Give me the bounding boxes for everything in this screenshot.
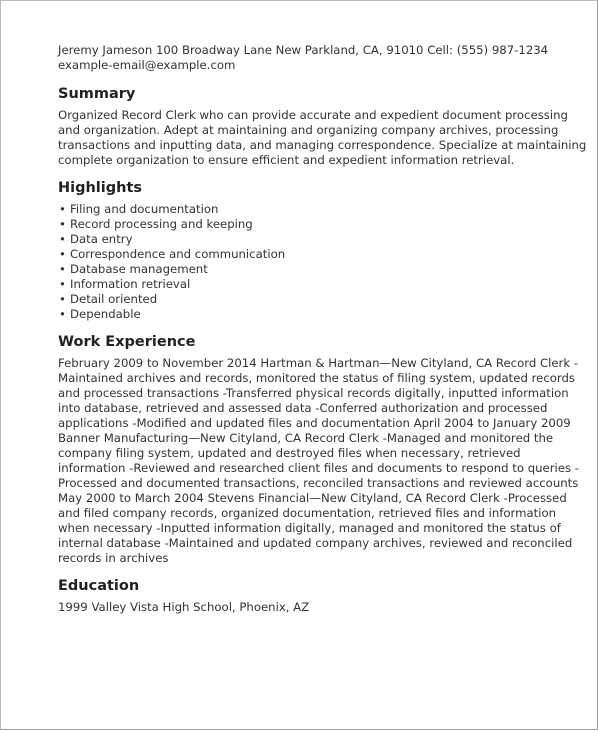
bullet-icon: • xyxy=(59,247,66,261)
bullet-icon: • xyxy=(59,202,66,216)
highlight-text: Filing and documentation xyxy=(70,202,219,216)
highlight-text: Record processing and keeping xyxy=(70,217,253,231)
summary-section xyxy=(58,85,588,168)
bullet-icon: • xyxy=(59,262,66,276)
contact-info: Jeremy Jameson 100 Broadway Lane New Parkland, CA, 91010 Cell: (555) 987-1234 example-email@example.com xyxy=(58,43,549,72)
highlight-text: Data entry xyxy=(70,232,133,246)
list-item xyxy=(58,202,588,217)
bullet-icon: • xyxy=(59,232,66,246)
list-item xyxy=(58,277,588,292)
list-item xyxy=(58,307,588,322)
bullet-icon: • xyxy=(59,307,66,321)
highlight-text: Database management xyxy=(70,262,208,276)
summary-text: Organized Record Clerk who can provide accurate and expedient document processing and organization. Adept at maintaining and organizing company archives, processing transactions and inputting data, and managing correspondence. Specialize at maintaining complete organization to ensure efficient and expedient information retrieval. xyxy=(58,108,587,167)
work-experience-heading: Work Experience xyxy=(58,334,196,350)
list-item xyxy=(58,232,588,247)
highlight-text: Correspondence and communication xyxy=(70,247,286,261)
highlights-heading: Highlights xyxy=(58,180,143,196)
bullet-icon: • xyxy=(59,292,66,306)
list-item xyxy=(58,217,588,232)
list-item xyxy=(58,262,588,277)
list-item xyxy=(58,292,588,307)
highlight-text: Information retrieval xyxy=(70,277,191,291)
education-text: 1999 Valley Vista High School, Phoenix, AZ xyxy=(58,600,310,614)
highlight-text: Detail oriented xyxy=(70,292,158,306)
work-experience-section xyxy=(58,333,588,566)
resume-content xyxy=(58,43,588,615)
work-experience-text: February 2009 to November 2014 Hartman & Hartman—New Cityland, CA Record Clerk -Maintained archives and records, monitored the status of filing system, updated records and processed transactions -Transferred physical records digitally, inputted information into database, retrieved and assessed data -Conferred authorization and processed applications -Modified and updated files and documentation April 2004 to January 2009 Banner Manufacturing—New Cityland, CA Record Clerk -Managed and monitored the company filing system, updated and destroyed files when necessary, retrieved information -Reviewed and researched client files and documents to respond to queries -Processed and documented transactions, reconciled transactions and reviewed accounts May 2000 to March 2004 Stevens Financial—New Cityland, CA Record Clerk -Processed and filed company records, organized documentation, retrieved files and information when necessary -Inputted information digitally, managed and monitored the status of internal database -Maintained and updated company archives, reviewed and reconciled records in archives xyxy=(58,356,580,565)
education-heading: Education xyxy=(58,578,140,594)
highlight-text: Dependable xyxy=(70,307,141,321)
highlights-list xyxy=(58,202,588,322)
list-item xyxy=(58,247,588,262)
bullet-icon: • xyxy=(59,277,66,291)
bullet-icon: • xyxy=(59,217,66,231)
summary-heading: Summary xyxy=(58,86,136,102)
education-section xyxy=(58,577,588,615)
highlights-section xyxy=(58,179,588,322)
